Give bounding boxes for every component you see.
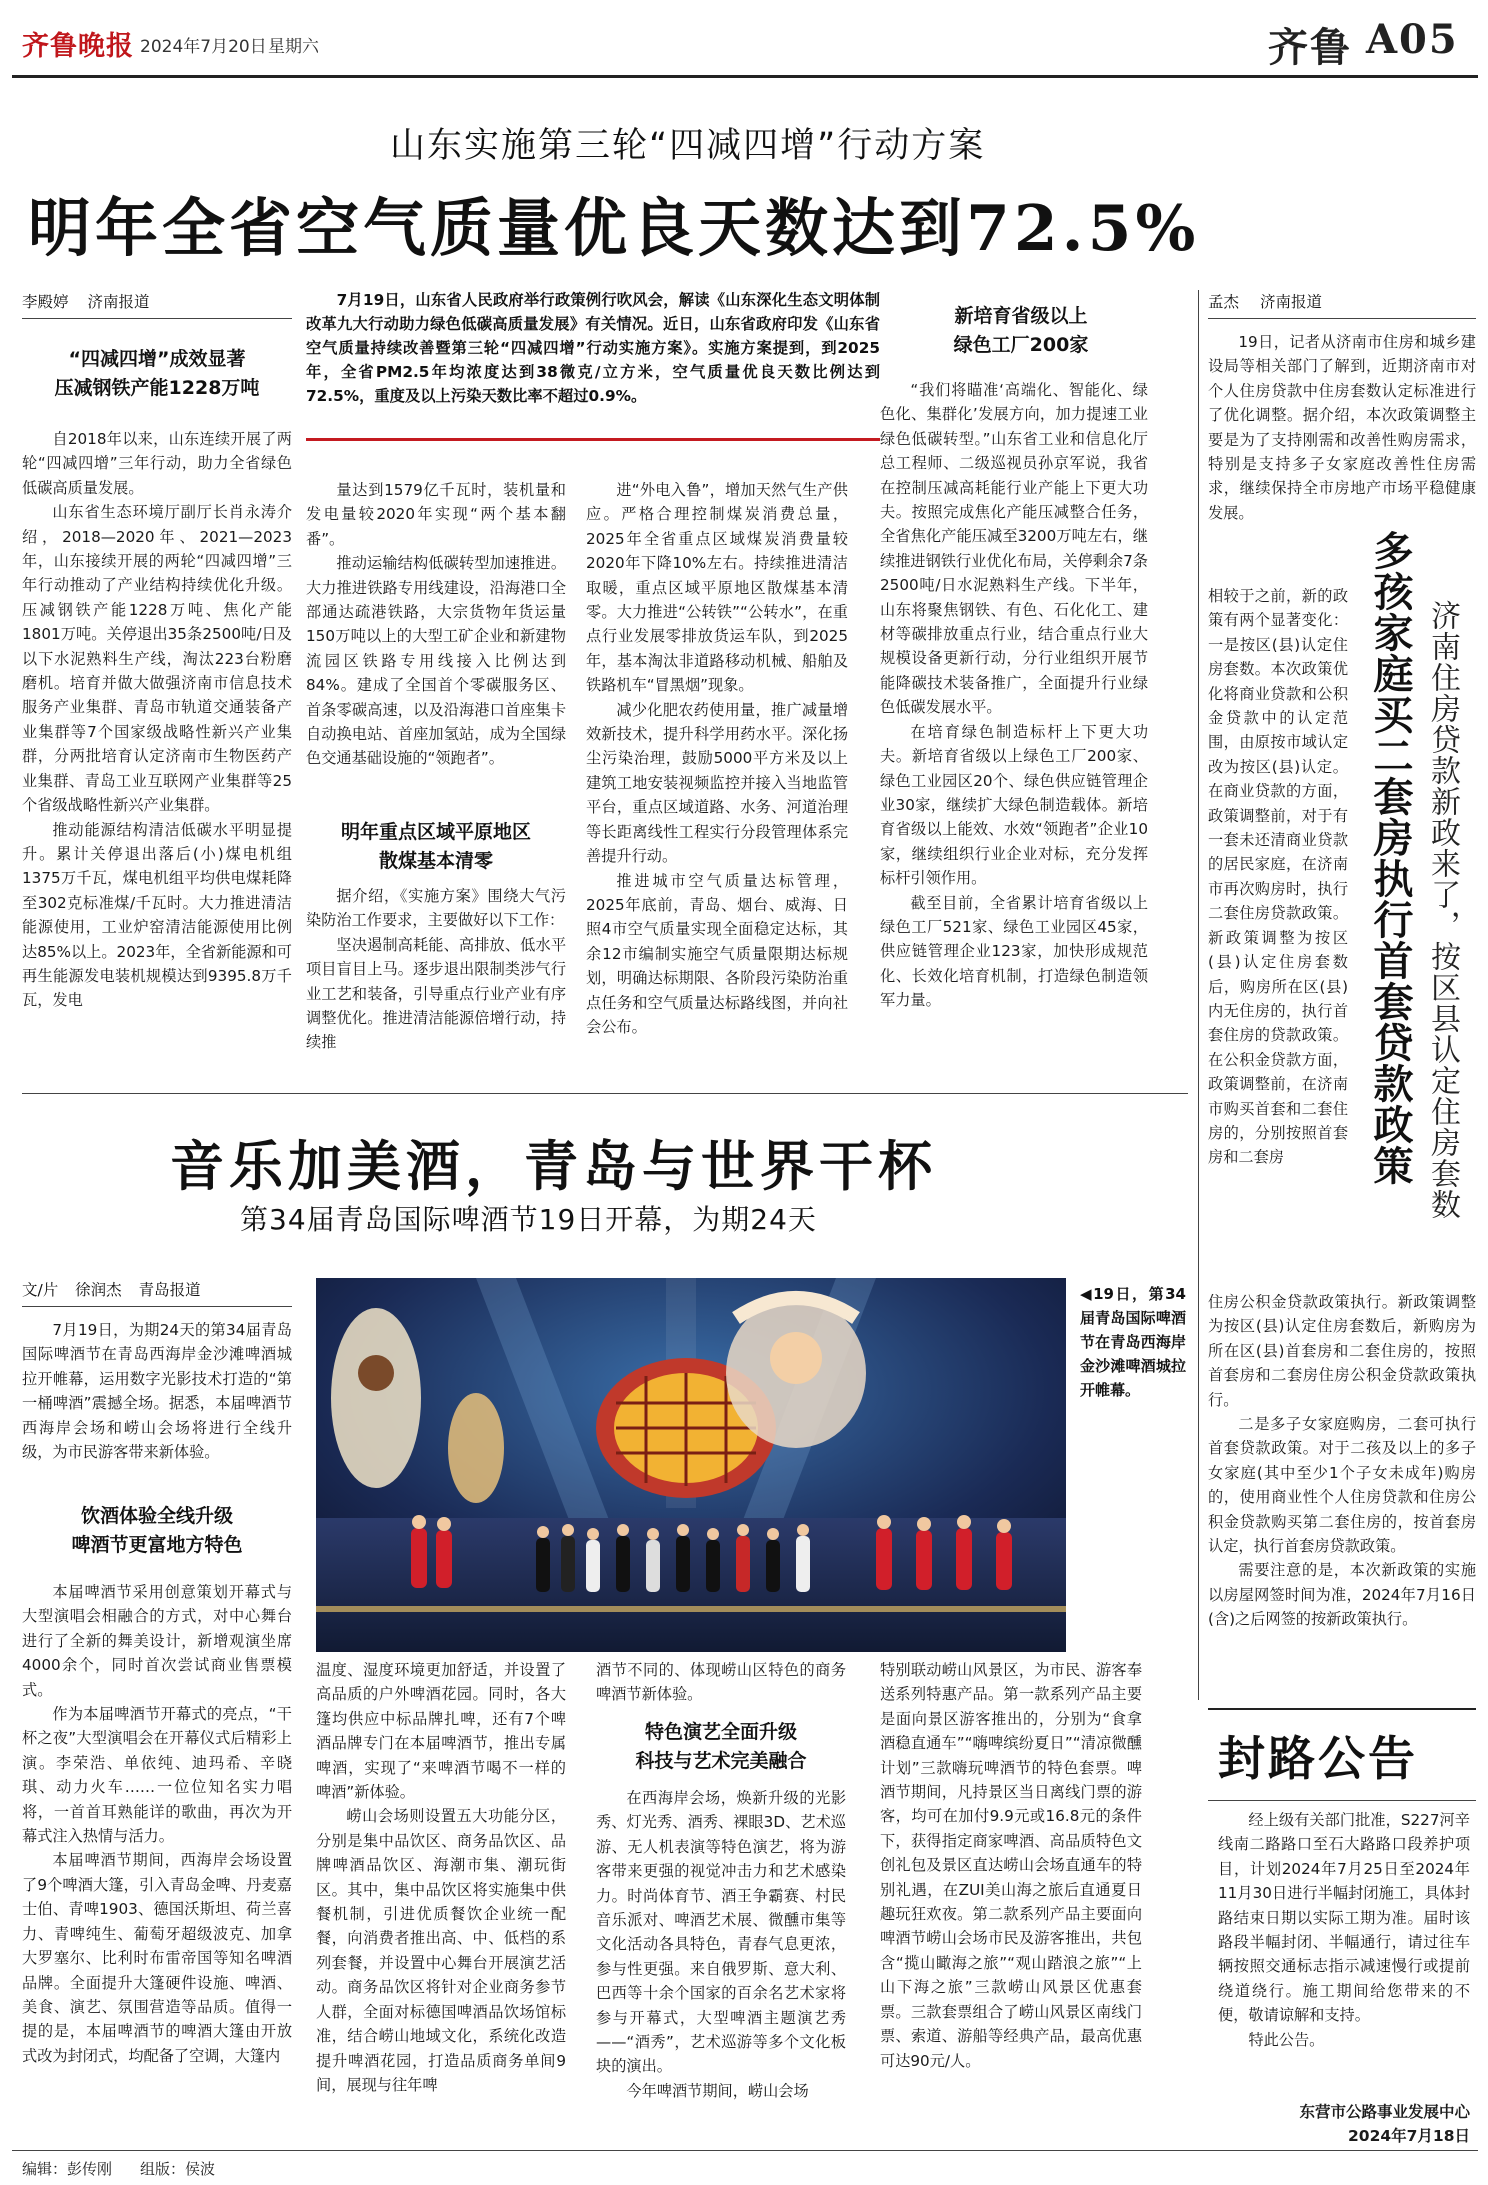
right-column-divider	[1198, 290, 1199, 1700]
stage-performance-image	[316, 1278, 1066, 1652]
beer-column-1: 本届啤酒节采用创意策划开幕式与大型演唱会相融合的方式，对中心舞台进行了全新的舞美设计，新增观演坐席4000余个，同时首次尝试商业售票模式。 作为本届啤酒节开幕式的亮点，“干杯之夜”大型演唱会在开幕仪式后精彩上演。李荣浩、单依纯、迪玛希、辛晓琪、动力火车……一位位知名实力唱将，一首首耳熟能详的歌曲，再次为开幕式注入热情与活力。 本届啤酒节期间，西海岸会场设置了9个啤酒大篷，引入青岛金啤、丹麦嘉士伯、青啤1903、德国沃斯坦、荷兰喜力、青啤纯生、葡萄牙超级波克、加拿大罗塞尔、比利时布雷帝国等知名啤酒品牌。全面提升大篷硬件设施、啤酒、美食、演艺、氛围营造等品质。值得一提的是，本届啤酒节的啤酒大篷由开放式改为封闭式，均配备了空调，大篷内	[22, 1583, 292, 2065]
air-column-1: 自2018年以来，山东连续开展了两轮“四减四增”三年行动，助力全省绿色低碳高质量发展。 山东省生态环境厅副厅长肖永涛介绍，2018—2020年、2021—2023年，山东接续开展的两轮“四减四增”三年行动推动了产业结构持续优化升级。压减钢铁产能1228万吨、焦化产能1801万吨。关停退出35条2500吨/日及以下水泥熟料生产线，淘汰223台粉磨磨机。培育并做大做强济南市信息技术服务产业集群、青岛市轨道交通装备产业集群等7个国家级战略性新兴产业集群，分两批培育认定济南市生物医药产业集群、青岛工业互联网产业集群等25个省级战略性新兴产业集群。 推动能源结构清洁低碳水平明显提升。累计关停退出落后(小)煤电机组1375万千瓦，煤电机组平均供电煤耗降至302克标准煤/千瓦时。大力推进清洁能源使用，工业炉窑清洁能源使用比例达85%以上。2023年，全省新能源和可再生能源发电装机规模达到9395.8万千瓦，发电	[22, 430, 292, 1010]
housing-tail: 住房公积金贷款政策执行。新政策调整为按区(县)认定住房套数后，新购房为所在区(县)首套房和二套住房的，按照首套房和二套房住房公积金贷款政策执行。 二是多子女家庭购房，二套可执行首套贷款政策。对于二孩及以上的多子女家庭(其中至少1个子女未成年)购房的，使用商业性个人住房贷款和住房公积金贷款购买第二套住房的，按首套房认定，执行首套房贷款政策。 需要注意的是，本次新政策的实施以房屋网签时间为准，2024年7月16日(含)之后网签的按新政策执行。	[1208, 1293, 1476, 1629]
beer-top-rule	[22, 1093, 1188, 1094]
housing-vertical-headline: 多孩家庭买二套房执行首套贷款政策	[1367, 530, 1414, 1186]
notice-body: 经上级有关部门批准，S227河辛线南二路路口至石大路路口段养护项目，计划2024年7月25日至2024年11月30日进行半幅封闭施工，具体封路结束日期以实际工期为准。届时该路段半幅封闭、半幅通行，请过往车辆按照交通标志指示减速慢行或提前绕道绕行。施工期间给您带来的不便，敬请谅解和支持。 特此公告。	[1218, 1811, 1470, 2049]
air-kicker: 山东实施第三轮“四减四增”行动方案	[390, 126, 986, 166]
beer-headline: 音乐加美酒，青岛与世界干杯	[170, 1134, 937, 1198]
beer-byline-rule	[22, 1306, 292, 1307]
housing-byline-author: 孟杰	[1208, 293, 1240, 311]
footer-editor: 编辑：彭传刚	[22, 2160, 113, 2178]
air-subhead-2: 明年重点区域平原地区 散煤基本清零	[340, 821, 531, 872]
beer-deck: 第34届青岛国际啤酒节19日开幕，为期24天	[240, 1203, 817, 1236]
air-byline-place: 济南报道	[87, 293, 150, 311]
housing-vertical-deck: 济南住房贷款新政来了，按区县认定住房套数	[1425, 600, 1460, 1220]
air-byline-rule	[22, 318, 292, 319]
section-name: 齐鲁	[1268, 24, 1352, 71]
notice-date: 2024年7月18日	[1348, 2127, 1470, 2145]
air-subhead-3: 新培育省级以上 绿色工厂200家	[953, 305, 1089, 356]
housing-intro: 19日，记者从济南市住房和城乡建设局等相关部门了解到，近期济南市对个人住房贷款中住房套数认定标准进行了优化调整。据介绍，本次政策调整主要是为了支持刚需和改善性购房需求，特别是支持多子女家庭改善性住房需求，继续保持全市房地产市场平稳健康发展。	[1208, 333, 1476, 522]
beer-column-3-top: 酒节不同的、体现崂山区特色的商务啤酒节新体验。	[596, 1661, 846, 1704]
footer-rule	[12, 2150, 1478, 2151]
air-byline-author: 李殿婷	[22, 293, 69, 311]
page-number: A05	[1366, 16, 1459, 63]
housing-byline-rule	[1208, 318, 1476, 319]
air-column-2: 量达到1579亿千瓦时，装机量和发电量较2020年实现“两个基本翻番”。 推动运输结构低碳转型加速推进。大力推进铁路专用线建设，沿海港口全部通达疏港铁路，大宗货物年货运量150万吨以上的大型工矿企业和新建物流园区铁路专用线接入比例达到84%。建成了全国首个零碳服务区、首条零碳高速，以及沿海港口首座集卡自动换电站、首座加氢站，成为全国绿色交通基础设施的“领跑者”。	[306, 481, 566, 768]
beer-column-4: 特别联动崂山风景区，为市民、游客奉送系列特惠产品。第一款系列产品主要是面向景区游客推出的，分别为“食拿酒稳直通车”“嗨啤缤纷夏日”“清凉微醺计划”三款嗨玩啤酒节的特色套票。啤酒节期间，凡持景区当日离线门票的游客，均可在加付9.9元或16.8元的条件下，获得指定商家啤酒、高品质特色文创礼包及景区直达崂山会场直通车的特别礼遇，在ZUI美山海之旅后直通夏日趣玩狂欢夜。第二款系列产品主要面向啤酒节崂山会场市民及游客推出，共包含“揽山瞰海之旅”“观山踏浪之旅”“上山下海之旅”三款崂山风景区优惠套票。三款套票组合了崂山风景区南线门票、索道、游船等经典产品，最高优惠可达90元/人。	[880, 1661, 1142, 2070]
beer-column-2: 温度、湿度环境更加舒适，并设置了高品质的户外啤酒花园。同时，各大篷均供应中标品牌扎啤，还有7个啤酒品牌专门在本届啤酒节，推出专属啤酒，实现了“来啤酒节喝不一样的啤酒”新体验。 崂山会场则设置五大功能分区，分别是集中品饮区、商务品饮区、品牌啤酒品饮区、海潮市集、潮玩街区。其中，集中品饮区将实施集中供餐机制，引进优质餐饮企业统一配餐，向消费者推出高、中、低档的系列套餐，并设置中心舞台开展演艺活动。商务品饮区将针对企业商务参节人群，全面对标德国啤酒品饮场馆标准，结合崂山地域文化，系统化改造提升啤酒花园，打造品质商务单间9间，展现与往年啤	[316, 1661, 566, 2094]
air-subhead-1: “四减四增”成效显著 压减钢铁产能1228万吨	[54, 348, 260, 399]
beer-column-3: 在西海岸会场，焕新升级的光影秀、灯光秀、酒秀、裸眼3D、艺术巡游、无人机表演等特色演艺，将为游客带来更强的视觉冲击力和艺术感染力。时尚体育节、酒王争霸赛、村民音乐派对、啤酒艺术展、微醺市集等文化活动各具特色，青春气息更浓，参与性更强。来自俄罗斯、意大利、巴西等十余个国家的百余名艺术家将参与开幕式，大型啤酒主题演艺秀——“酒秀”，艺术巡游等多个文化板块的演出。 今年啤酒节期间，崂山会场	[596, 1789, 846, 2100]
air-headline: 明年全省空气质量优良天数达到72.5%	[28, 191, 1200, 265]
issue-weekday: 星期六	[268, 37, 319, 57]
housing-byline-place: 济南报道	[1259, 293, 1322, 311]
air-byline	[22, 290, 149, 312]
housing-byline	[1208, 290, 1322, 312]
paper-name: 齐鲁晚报	[22, 31, 134, 62]
beer-subhead-2: 特色演艺全面升级 科技与艺术完美融合	[635, 1721, 807, 1772]
notice-title: 封路公告	[1218, 1732, 1418, 1787]
footer-layout: 组版：侯波	[140, 2160, 216, 2178]
air-column-2b: 据介绍，《实施方案》围绕大气污染防治工作要求，主要做好以下工作： 坚决遏制高耗能、高排放、低水平项目盲目上马。逐步退出限制类涉气行业工艺和装备，引导重点行业产业有序调整优化。推进清洁能源倍增行动，持续推	[306, 887, 566, 1052]
notice-signer: 东营市公路事业发展中心	[1299, 2103, 1470, 2121]
air-lead: 7月19日，山东省人民政府举行政策例行吹风会，解读《山东深化生态文明体制改革九大行动助力绿色低碳高质量发展》有关情况。近日，山东省政府印发《山东省空气质量持续改善暨第三轮“四减四增”行动实施方案》。实施方案提到，到2025年，全省PM2.5年均浓度达到38微克/立方米，空气质量优良天数比例达到72.5%，重度及以上污染天数比率不超过0.9%。	[306, 291, 880, 405]
air-lead-underline	[306, 438, 880, 441]
air-column-4: “我们将瞄准‘高端化、智能化、绿色化、集群化’发展方向，加力提速工业绿色低碳转型。”山东省工业和信息化厅总工程师、二级巡视员孙京军说，我省在控制压减高耗能行业产能上下更大功夫。按照完成焦化产能压减整合任务，全省焦化产能压减至3200万吨左右，继续推进钢铁行业优化布局，关停剩余7条2500吨/日水泥熟料生产线。下半年，山东将聚焦钢铁、有色、石化化工、建材等碳排放重点行业，结合重点行业大规模设备更新行动，分行业组织开展节能降碳技术装备推广，全面提升行业绿色低碳发展水平。 在培育绿色制造标杆上下更大功夫。新培育省级以上绿色工厂200家、绿色工业园区20个、绿色供应链管理企业30家，继续扩大绿色制造载体。新培育省级以上能效、水效“领跑者”企业10家，继续组织行业企业对标，充分发挥标杆引领作用。 截至目前，全省累计培育省级以上绿色工厂521家、绿色工业园区45家，供应链管理企业123家，加快形成规范化、长效化培育机制，打造绿色制造领军力量。	[880, 381, 1148, 1010]
masthead-rule	[12, 75, 1478, 78]
beer-photo-caption: ◀19日，第34届青岛国际啤酒节在青岛西海岸金沙滩啤酒城拉开帷幕。	[1080, 1285, 1186, 1399]
beer-intro: 7月19日，为期24天的第34届青岛国际啤酒节在青岛西海岸金沙滩啤酒城拉开帷幕，运用数字光影技术打造的“第一桶啤酒”震撼全场。据悉，本届啤酒节西海岸会场和崂山会场将进行全线升级，为市民游客带来新体验。	[22, 1321, 292, 1462]
housing-narrow-column: 相较于之前，新的政策有两个显著变化：一是按区(县)认定住房套数。本次政策优化将商业贷款和公积金贷款中的认定范围，由原按市域认定改为按区(县)认定。在商业贷款的方面，政策调整前，对于有一套未还清商业贷款的居民家庭，在济南市再次购房时，执行二套住房贷款政策。新政策调整为按区(县)认定住房套数后，购房所在区(县)内无住房的，执行首套住房的贷款政策。在公积金贷款方面，政策调整前，在济南市购买首套和二套住房的，分别按照首套房和二套房	[1208, 587, 1348, 1167]
beer-subhead-1: 饮酒体验全线升级 啤酒节更富地方特色	[71, 1505, 243, 1556]
notice-top-rule	[1208, 1708, 1476, 1710]
beer-festival-photo	[316, 1278, 1066, 1652]
notice-title-rule	[1208, 1800, 1476, 1801]
air-column-3: 进“外电入鲁”，增加天然气生产供应。严格合理控制煤炭消费总量，2025年全省重点区域煤炭消费量较2020年下降10%左右。持续推进清洁取暖，重点区域平原地区散煤基本清零。大力推进“公转铁”“公转水”，在重点行业发展零排放货运车队，到2025年，基本淘汰非道路移动机械、船舶及铁路机车“冒黑烟”现象。 减少化肥农药使用量，推广减量增效新技术，提升科学用药水平。深化扬尘污染治理，鼓励5000平方米及以上建筑工地安装视频监控并接入当地监管平台，重点区域道路、水务、河道治理等长距离线性工程实行分段管理体系完善提升行动。 推进城市空气质量达标管理，2025年底前，青岛、烟台、威海、日照4市空气质量实现全面稳定达标，其余12市编制实施空气质量限期达标规划，明确达标期限、各阶段污染防治重点任务和空气质量达标路线图，并向社会公布。	[586, 481, 848, 1036]
beer-byline: 文/片 徐润杰 青岛报道	[22, 1281, 201, 1299]
issue-date: 2024年7月20日	[140, 37, 267, 57]
